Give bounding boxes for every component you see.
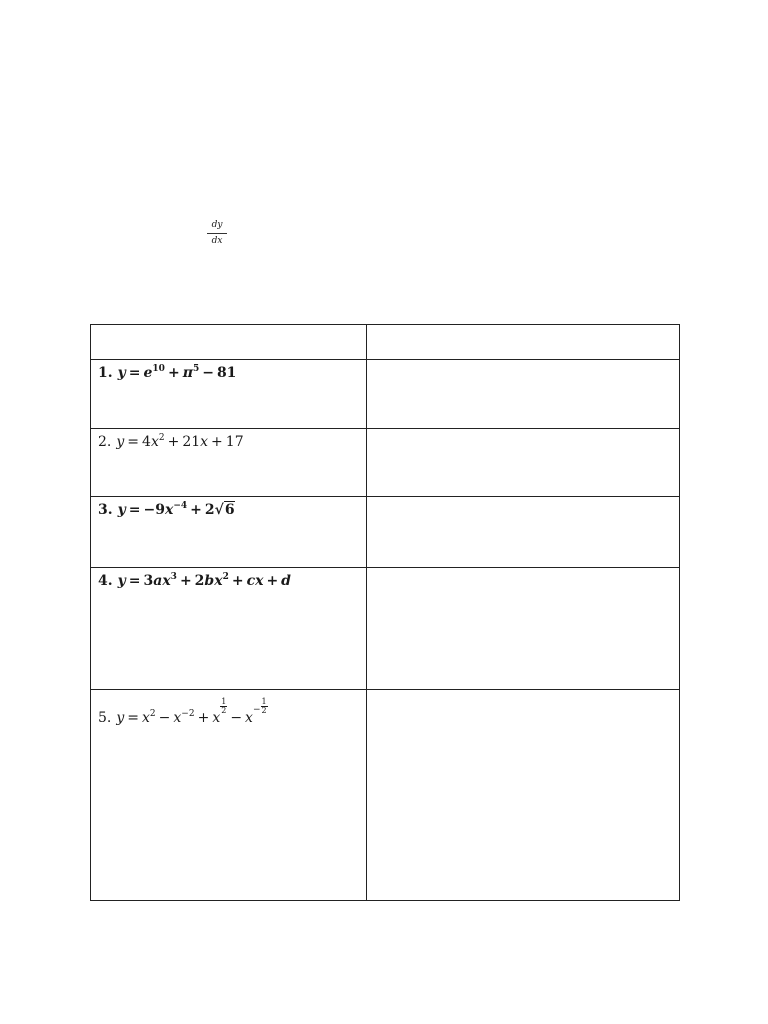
problem-cell-4 [91,568,367,690]
table-row [91,568,680,690]
problem-5-equation: 5. $y = x^2 - x^{-2} + x$ $\frac{1}{2}$ − x− $\frac{1}{2}$ [98,697,267,726]
problem-4-equation: 4. $y = 3ax^3 + 2bx^2$ + cx + d [98,572,291,589]
answer-cell-2[interactable] [367,429,680,497]
worksheet-table [90,324,680,901]
problem-1-equation: 1. $y = e^{10} + \pi^5 - 81$ [98,364,237,381]
problem-cell-1 [91,360,367,429]
table-row [91,429,680,497]
problem-cell-5 [91,690,367,901]
header-cell-answer [367,325,680,360]
header-cell-problem [91,325,367,360]
derivative-notation [207,221,227,246]
derivative-denominator: dx [211,236,223,246]
problem-cell-3 [91,497,367,568]
table-row [91,497,680,568]
answer-cell-3[interactable] [367,497,680,568]
table-header-row [91,325,680,360]
answer-cell-5[interactable] [367,690,680,901]
answer-cell-1[interactable] [367,360,680,429]
exponent-fraction: $\frac{1}{2}$ [221,697,227,715]
derivative-numerator: dy [211,220,223,230]
table-row [91,690,680,901]
problem-2-equation: 2. $y = 4x^2 + 21x + 17$ [98,433,244,450]
problem-cell-2 [91,429,367,497]
exponent-fraction: $\frac{1}{2}$ [261,697,267,715]
fraction-bar [207,233,227,234]
problem-3-equation: 3. $y = -9x^{-4} + 2√6$ [98,501,235,518]
answer-cell-4[interactable] [367,568,680,690]
table-row [91,360,680,429]
